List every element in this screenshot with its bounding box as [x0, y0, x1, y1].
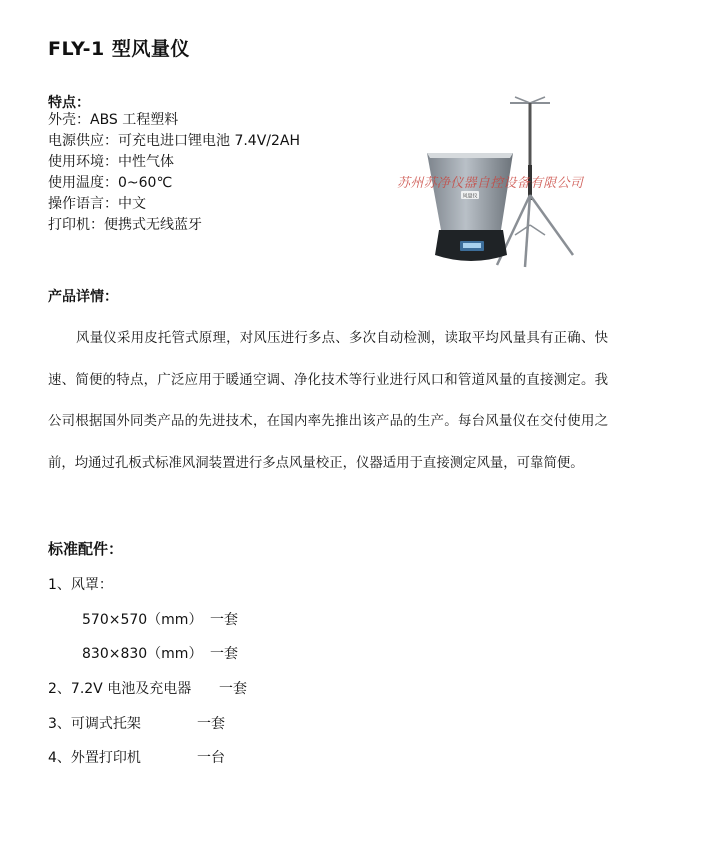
hood-label: 风量仪 — [462, 193, 478, 200]
accessory-sub-item — [82, 643, 282, 663]
feature-line: 操作语言：中文 — [48, 196, 146, 212]
accessory-item — [48, 747, 308, 767]
sub-item-qty: 一套 — [210, 612, 238, 628]
air-hood — [427, 153, 513, 261]
accessory-name: 4、外置打印机 — [48, 750, 141, 766]
accessory-qty: 一套 — [197, 716, 225, 732]
feature-line: 使用温度：0~60℃ — [48, 175, 173, 191]
watermark-text: 苏州苏净仪器自控设备有限公司 — [397, 176, 584, 191]
details-paragraph: 风量仪采用皮托管式原理，对风压进行多点、多次自动检测，读取平均风量具有正确、快速、简便的特点，广泛应用于暖通空调、净化技术等行业进行风口和管道风量的直接测定。我公司根据国外同类产品的先进技术，在国内率先推出该产品的生产。每台风量仪在交付使用之前，均通过孔板式标准风洞装置进行多点风量校正，仪器适用于直接测定风量，可靠简便。 — [48, 331, 608, 471]
accessory-qty: 一套 — [219, 681, 247, 697]
accessories-heading: 标准配件： — [48, 540, 124, 558]
accessory-item — [48, 678, 308, 698]
feature-line: 打印机：便携式无线蓝牙 — [48, 217, 202, 233]
document-title: FLY-1 型风量仪 — [48, 38, 190, 60]
accessory-qty: 一台 — [197, 750, 225, 766]
accessory-item — [48, 713, 308, 733]
feature-line: 使用环境：中性气体 — [48, 154, 174, 170]
details-heading: 产品详情： — [48, 289, 118, 305]
features-list — [48, 110, 300, 236]
feature-line: 外壳：ABS 工程塑料 — [48, 112, 179, 128]
accessory-name: 3、可调式托架 — [48, 716, 141, 732]
sub-item-size: 570×570（mm） — [82, 612, 203, 628]
accessory-sub-item — [82, 609, 282, 629]
feature-line: 电源供应：可充电进口锂电池 7.4V/2AH — [48, 133, 301, 149]
accessory-name: 2、7.2V 电池及充电器 — [48, 681, 192, 697]
sub-item-size: 830×830（mm） — [82, 646, 203, 662]
features-heading: 特点： — [48, 95, 90, 111]
accessory-item-1: 1、风罩： — [48, 577, 113, 593]
sub-item-qty: 一套 — [210, 646, 238, 662]
